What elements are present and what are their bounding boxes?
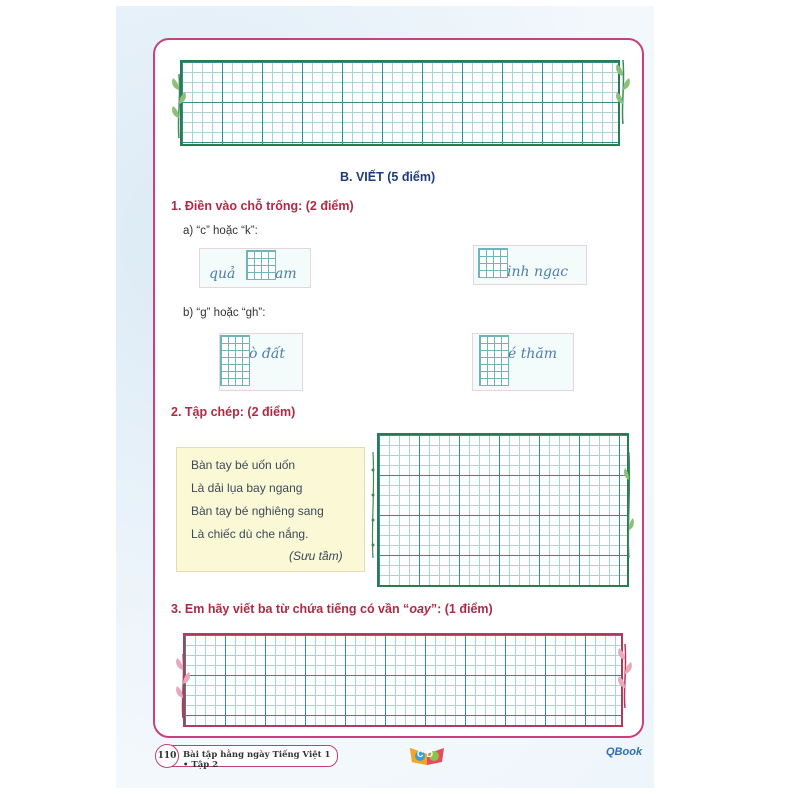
bottom-writing-grid[interactable]: [183, 633, 623, 727]
fill-blank-1a-2[interactable]: [478, 248, 508, 278]
question-1a-label: a) “c” hoặc “k”:: [183, 225, 258, 237]
question-3-title-before: 3. Em hãy viết ba từ chứa tiếng có vần “: [171, 602, 410, 616]
question-3-title: [171, 602, 493, 616]
leaf-decoration-icon: [614, 640, 636, 710]
question-3-title-italic: oay: [409, 602, 431, 616]
question-3-title-after: ”: (1 điểm): [430, 602, 493, 616]
poem-source: (Sưu tầm): [289, 549, 343, 563]
center-logo-text: CD: [417, 749, 436, 759]
book-title: Bài tập hằng ngày Tiếng Việt 1 • Tập 2: [183, 750, 331, 770]
section-b-title: B. VIẾT (5 điểm): [340, 170, 436, 184]
leaf-decoration-icon: [172, 650, 194, 720]
word-1b-2-after: é thăm: [508, 346, 557, 362]
center-logo: [408, 744, 446, 766]
question-1-title: 1. Điền vào chỗ trống: (2 điểm): [171, 199, 354, 213]
word-1a-1-after: am: [275, 266, 297, 282]
copy-writing-grid[interactable]: [377, 433, 629, 587]
footer-book-badge: [156, 745, 338, 770]
leaf-decoration-icon: [168, 70, 190, 140]
poem-line: Là chiếc dù che nắng.: [191, 527, 309, 541]
poem-card: [176, 447, 365, 572]
fill-blank-1a-1[interactable]: [246, 250, 276, 280]
page-number: 110: [155, 744, 179, 768]
fill-blank-1b-2[interactable]: [479, 335, 509, 386]
poem-line: Bàn tay bé uốn uốn: [191, 458, 296, 472]
word-1a-1-before: quả: [209, 266, 236, 282]
top-writing-grid[interactable]: [180, 60, 620, 146]
poem-line: Bàn tay bé nghiêng sang: [191, 504, 324, 518]
leaf-decoration-icon: [612, 56, 634, 126]
poem-line: Là dải lụa bay ngang: [191, 481, 303, 495]
right-logo: QBook: [606, 746, 643, 758]
question-2-title: 2. Tập chép: (2 điểm): [171, 405, 296, 419]
question-1b-label: b) “g” hoặc “gh”:: [183, 307, 266, 319]
word-1a-2-after: inh ngạc: [507, 264, 569, 280]
leaf-decoration-icon: [366, 450, 380, 560]
leaf-decoration-icon: [622, 450, 636, 560]
fill-blank-1b-1[interactable]: [220, 335, 250, 386]
word-1b-1-after: ò đất: [249, 346, 286, 362]
